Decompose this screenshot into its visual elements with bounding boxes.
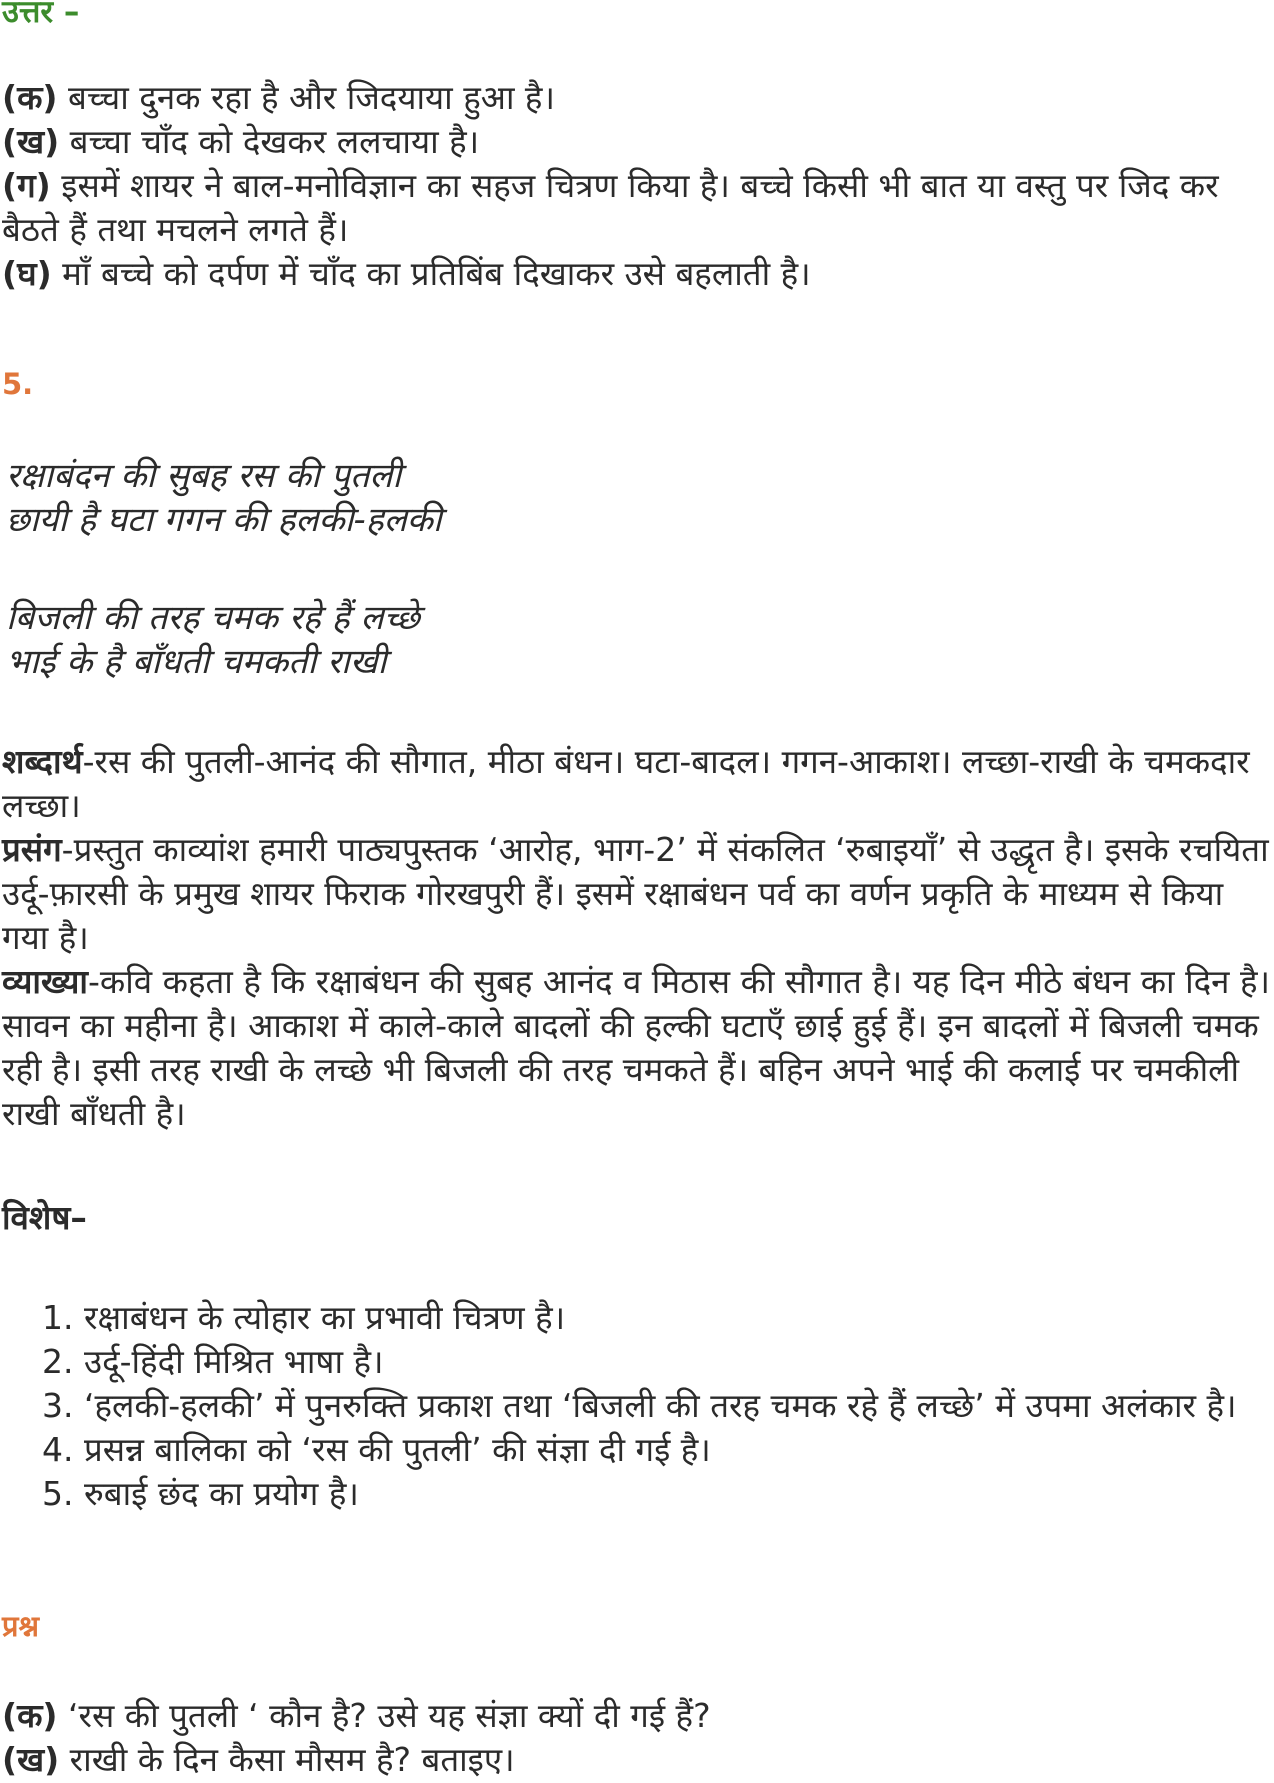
vyakhya-paragraph [2,960,1272,1136]
answer-text: इसमें शायर ने बाल-मनोविज्ञान का सहज चित्रण किया है। बच्चे किसी भी बात या वस्तु पर जिद कर बैठते हैं तथा मचलने लगते हैं। [2,166,1219,249]
shabdarth-label: शब्दार्थ [2,742,83,781]
verse-line: भाई के है बाँधती चमकती राखी [6,642,387,682]
answer-label: (ख) [2,122,60,161]
answer-heading: उत्तर – [2,0,80,30]
question-label: (क) [2,1696,58,1735]
answer-list [2,76,1272,296]
answer-text: माँ बच्चे को दर्पण में चाँद का प्रतिबिंब दिखाकर उसे बहलाती है। [62,254,811,293]
answer-text: बच्चा दुनक रहा है और जिदयाया हुआ है। [68,78,555,117]
answer-label: (ग) [2,166,51,205]
answer-item-ga [2,164,1272,252]
answer-item-kha [2,120,1272,164]
prasang-paragraph [2,828,1272,960]
verse-stanza-1 [6,454,1272,542]
verse-line: बिजली की तरह चमक रहे हैं लच्छे [6,598,420,638]
answer-label: (क) [2,78,58,117]
question-label: (ख) [2,1740,60,1779]
vyakhya-label: व्याख्या [2,962,88,1001]
verse-stanza-2 [6,596,1272,684]
answer-item-ka [2,76,1272,120]
question-item-kha [2,1738,1272,1782]
question-item-ka [2,1694,1272,1738]
list-item: 5. रुबाई छंद का प्रयोग है। [84,1472,1266,1516]
shabdarth-paragraph [2,740,1272,828]
shabdarth-text: -रस की पुतली-आनंद की सौगात, मीठा बंधन। घटा-बादल। गगन-आकाश। लच्छा-राखी के चमकदार लच्छा। [2,742,1250,825]
vyakhya-text: -कवि कहता है कि रक्षाबंधन की सुबह आनंद व मिठास की सौगात है। यह दिन मीठे बंधन का दिन है। सावन का महीना है। आकाश में काले-काले बादलों की हल्की घटाएँ छाई हुई हैं। इन बादलों में बिजली चमक रही है। इसी तरह राखी के लच्छे भी बिजली की तरह चमकते हैं। बहिन अपने भाई की कलाई पर चमकीली राखी बाँधती है। [2,962,1270,1133]
verse-line: छायी है घटा गगन की हलकी-हलकी [6,500,442,540]
list-item: 2. उर्दू-हिंदी मिश्रित भाषा है। [84,1340,1266,1384]
prasang-text: -प्रस्तुत काव्यांश हमारी पाठ्यपुस्तक ‘आरोह, भाग-2’ में संकलित ‘रुबाइयाँ’ से उद्धृत है। इसके रचयिता उर्दू-फ़ारसी के प्रमुख शायर फिराक गोरखपुरी हैं। इसमें रक्षाबंधन पर्व का वर्णन प्रकृति के माध्यम से किया गया है। [2,830,1269,957]
question-number: 5. [2,367,34,401]
question-list [2,1694,1272,1782]
commentary [2,740,1272,1136]
question-text: ‘रस की पुतली ‘ कौन है? उसे यह संज्ञा क्यों दी गई हैं? [68,1696,711,1735]
prasang-label: प्रसंग [2,830,62,869]
verse-line: रक्षाबंदन की सुबह रस की पुतली [6,456,402,496]
answer-item-gha [2,252,1272,296]
prashn-heading: प्रश्न [2,1609,40,1643]
vishesh-heading: विशेष– [2,1198,87,1237]
answer-text: बच्चा चाँद को देखकर ललचाया है। [69,122,480,161]
list-item: 1. रक्षाबंधन के त्योहार का प्रभावी चित्रण है। [84,1296,1266,1340]
list-item: 3. ‘हलकी-हलकी’ में पुनरुक्ति प्रकाश तथा ‘बिजली की तरह चमक रहे हैं लच्छे’ में उपमा अलंकार है। [84,1384,1266,1428]
vishesh-list [0,1296,1266,1516]
answer-label: (घ) [2,254,52,293]
list-item: 4. प्रसन्न बालिका को ‘रस की पुतली’ की संज्ञा दी गई है। [84,1428,1266,1472]
question-text: राखी के दिन कैसा मौसम है? बताइए। [69,1740,515,1779]
